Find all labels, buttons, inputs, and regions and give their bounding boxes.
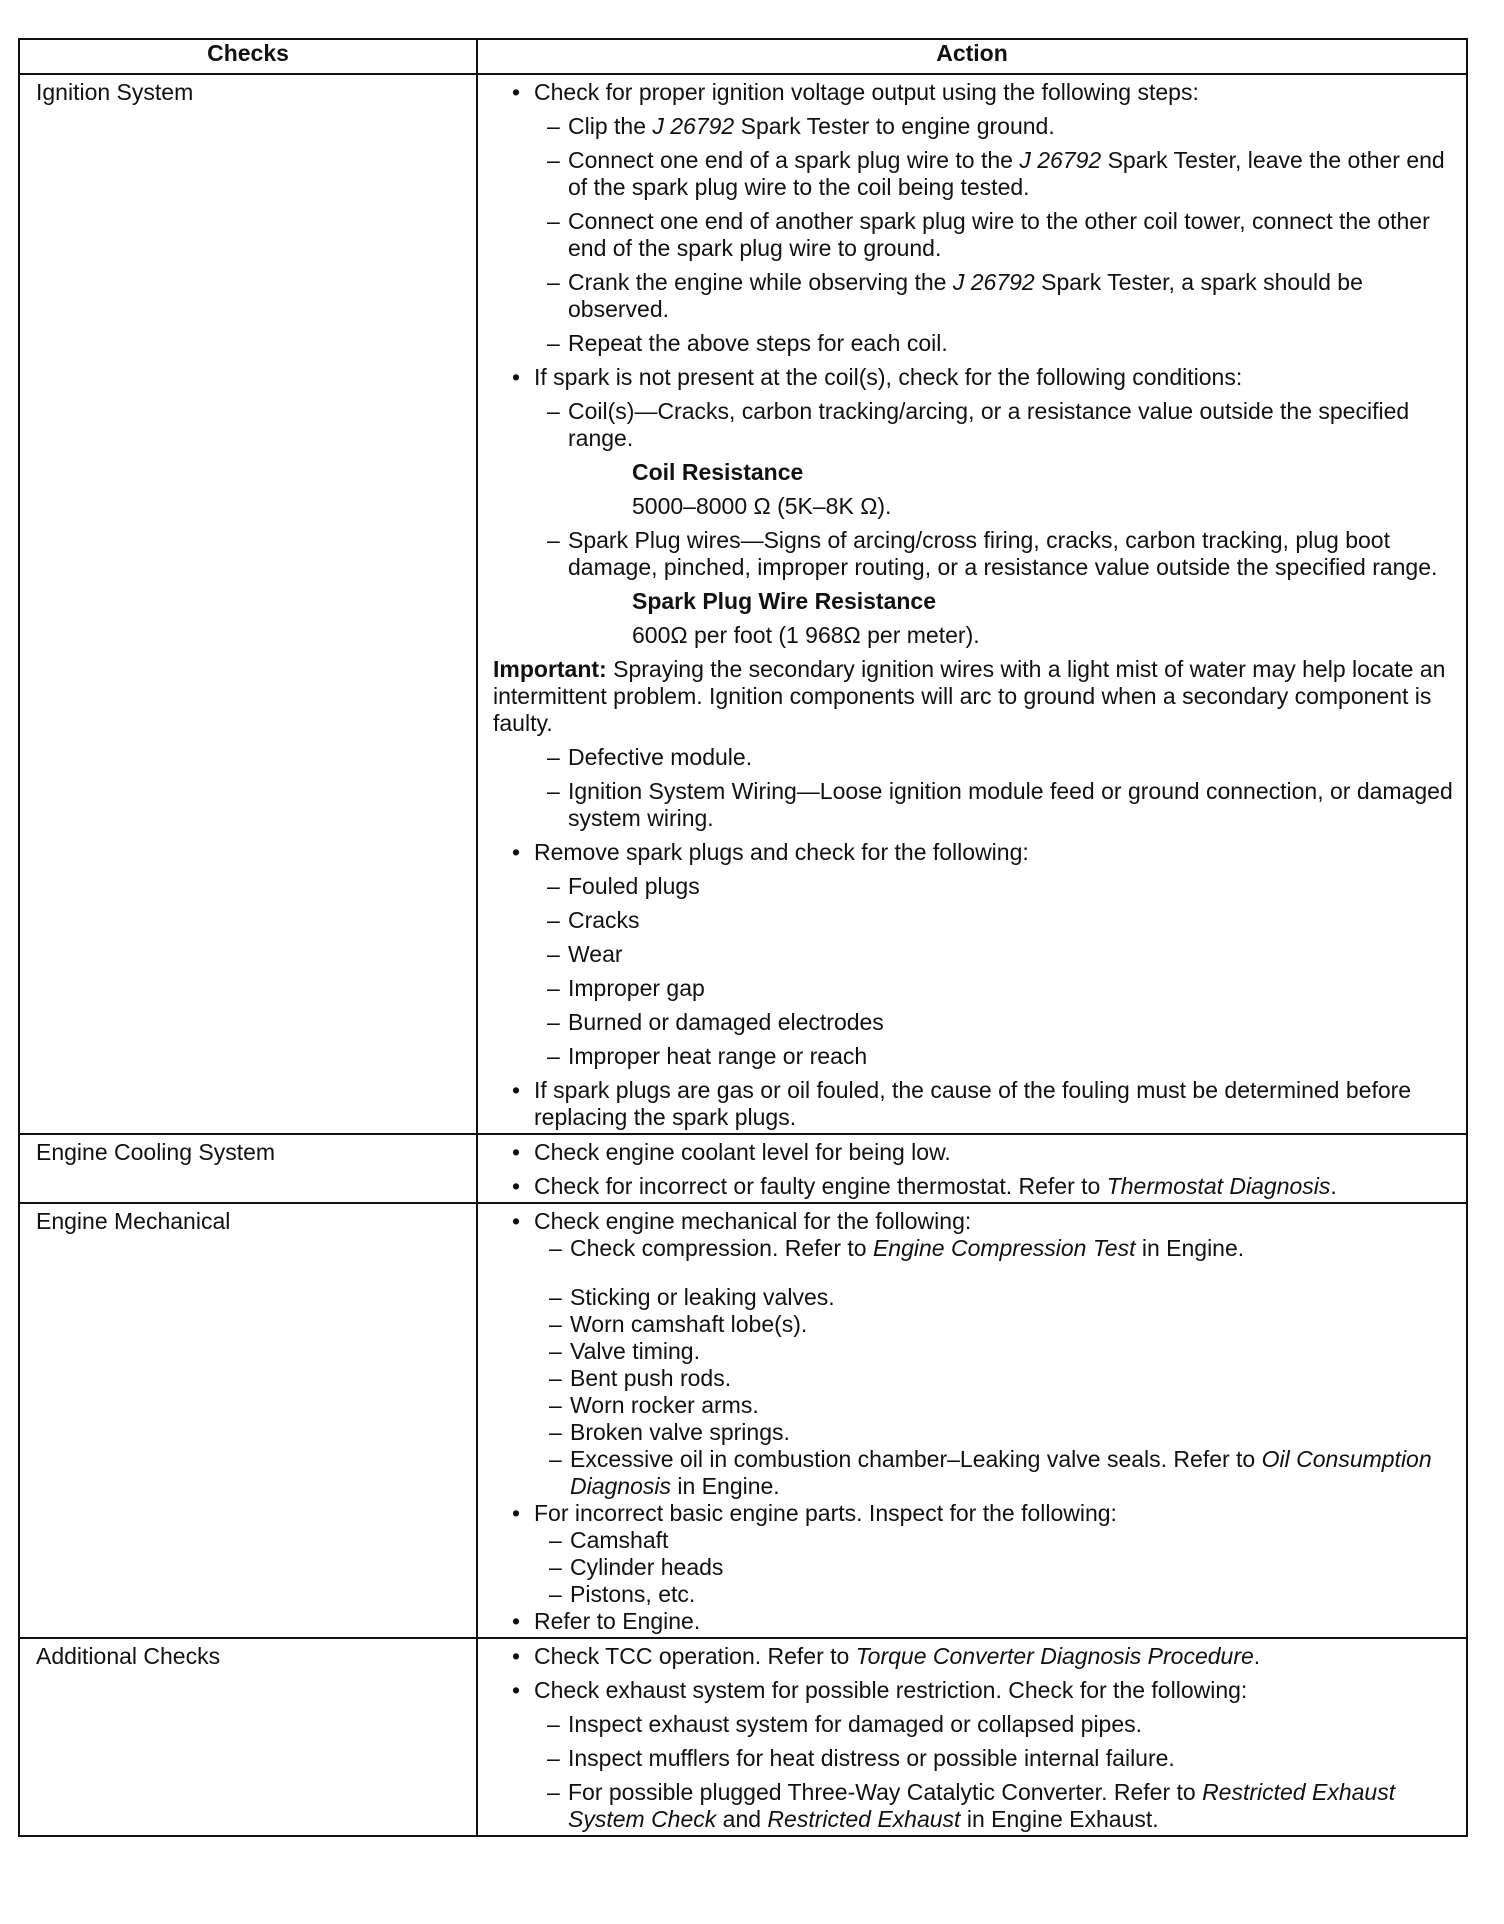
action-cell — [477, 74, 1467, 1134]
spec-value: 5000–8000 Ω (5K–8K Ω). — [632, 493, 892, 519]
dash-glyph: – — [547, 1043, 560, 1069]
spec-heading: Coil Resistance — [632, 459, 804, 485]
dash-glyph: – — [547, 147, 560, 173]
item-text: Spark Tester to engine ground. — [734, 113, 1055, 139]
procedure-reference: Thermostat Diagnosis — [1106, 1173, 1331, 1199]
bullet-glyph: • — [512, 364, 521, 390]
procedure-reference: Restricted Exhaust System Check — [568, 1779, 1396, 1832]
item-text: Inspect mufflers for heat distress or possible internal failure. — [568, 1745, 1175, 1771]
item-text: Improper heat range or reach — [568, 1043, 868, 1069]
item-text: Spark Plug wires—Signs of arcing/cross firing, cracks, carbon tracking, plug boot damage, pinched, improper routing, or a resistance value outside the specified range. — [568, 527, 1438, 580]
dash-item — [490, 1043, 1454, 1070]
item-text: Check engine coolant level for being low. — [534, 1139, 951, 1165]
dash-glyph: – — [547, 398, 560, 424]
item-text: Remove spark plugs and check for the following: — [534, 839, 1029, 865]
item-text: If spark is not present at the coil(s), check for the following conditions: — [534, 364, 1243, 390]
spec-heading: Spark Plug Wire Resistance — [632, 588, 937, 614]
item-text: Bent push rods. — [570, 1365, 732, 1391]
dash-item — [490, 941, 1454, 968]
dash-item — [490, 778, 1454, 832]
item-text: and — [716, 1806, 768, 1832]
bullet-glyph: • — [512, 1608, 521, 1634]
dash-item — [490, 1446, 1454, 1500]
item-text: Clip the — [568, 113, 653, 139]
item-text: Valve timing. — [570, 1338, 700, 1364]
dash-item — [490, 1527, 1454, 1554]
bullet-glyph: • — [512, 1643, 521, 1669]
dash-item — [490, 1745, 1454, 1772]
bullet-glyph: • — [512, 1208, 521, 1234]
item-text: . — [1253, 1643, 1261, 1669]
dash-glyph: – — [547, 907, 560, 933]
dash-item — [490, 1779, 1454, 1833]
bullet-item — [490, 1677, 1454, 1704]
action-cell — [477, 1638, 1467, 1836]
item-text: in Engine. — [1135, 1235, 1245, 1261]
dash-item — [490, 527, 1454, 581]
check-cell: Ignition System — [19, 74, 477, 1134]
item-text: Check exhaust system for possible restriction. Check for the following: — [534, 1677, 1248, 1703]
dash-item — [490, 1365, 1454, 1392]
dash-glyph: – — [549, 1311, 562, 1337]
item-text: If spark plugs are gas or oil fouled, the cause of the fouling must be determined before replacing the spark plugs. — [534, 1077, 1412, 1130]
dash-item — [490, 398, 1454, 452]
bullet-glyph: • — [512, 839, 521, 865]
dash-glyph: – — [549, 1392, 562, 1418]
item-text: Spark Tester, a spark should be observed. — [568, 269, 1363, 322]
dash-glyph: – — [547, 744, 560, 770]
dash-item — [490, 1711, 1454, 1738]
bullet-glyph: • — [512, 1077, 521, 1103]
spacer — [490, 1262, 1454, 1284]
dash-glyph: – — [549, 1365, 562, 1391]
item-text: Inspect exhaust system for damaged or collapsed pipes. — [568, 1711, 1143, 1737]
check-cell: Engine Cooling System — [19, 1134, 477, 1203]
item-text: For possible plugged Three-Way Catalytic Converter. Refer to — [568, 1779, 1203, 1805]
diagnosis-table — [18, 38, 1468, 1837]
tool-reference: J 26792 — [952, 269, 1035, 295]
item-text: Check engine mechanical for the following: — [534, 1208, 972, 1234]
table-row-engine-cooling-system — [19, 1134, 1467, 1203]
bullet-glyph: • — [512, 79, 521, 105]
important-note — [490, 656, 1454, 737]
procedure-reference: Torque Converter Diagnosis Procedure — [855, 1643, 1254, 1669]
item-text: Check compression. Refer to — [570, 1235, 873, 1261]
procedure-reference: Engine Compression Test — [872, 1235, 1136, 1261]
dash-glyph: – — [549, 1338, 562, 1364]
dash-item — [490, 1419, 1454, 1446]
bullet-glyph: • — [512, 1173, 521, 1199]
bullet-item — [490, 1608, 1454, 1635]
dash-glyph: – — [549, 1446, 562, 1472]
dash-glyph: – — [547, 527, 560, 553]
item-text: Broken valve springs. — [570, 1419, 790, 1445]
dash-glyph: – — [547, 778, 560, 804]
bullet-item — [490, 1500, 1454, 1527]
dash-item — [490, 1338, 1454, 1365]
item-text: For incorrect basic engine parts. Inspect for the following: — [534, 1500, 1117, 1526]
dash-glyph: – — [547, 1779, 560, 1805]
item-text: Camshaft — [570, 1527, 669, 1553]
item-text: Wear — [568, 941, 623, 967]
dash-glyph: – — [547, 975, 560, 1001]
dash-glyph: – — [547, 873, 560, 899]
dash-item — [490, 1554, 1454, 1581]
action-cell — [477, 1203, 1467, 1638]
checks-column-header: Checks — [19, 39, 477, 74]
table-row-engine-mechanical — [19, 1203, 1467, 1638]
bullet-glyph: • — [512, 1677, 521, 1703]
dash-item — [490, 113, 1454, 140]
tool-reference: J 26792 — [652, 113, 735, 139]
dash-item — [490, 208, 1454, 262]
item-text: Excessive oil in combustion chamber–Leaking valve seals. Refer to — [570, 1446, 1262, 1472]
dash-item — [490, 873, 1454, 900]
action-cell — [477, 1134, 1467, 1203]
tool-reference: J 26792 — [1019, 147, 1102, 173]
table-row-additional-checks — [19, 1638, 1467, 1836]
dash-glyph: – — [547, 1711, 560, 1737]
item-text: Spark Tester, leave the other end of the spark plug wire to the coil being tested. — [568, 147, 1445, 200]
item-text: Defective module. — [568, 744, 753, 770]
dash-glyph: – — [549, 1554, 562, 1580]
dash-glyph: – — [549, 1527, 562, 1553]
procedure-reference: Restricted Exhaust — [767, 1806, 961, 1832]
important-label: Important: — [493, 656, 607, 682]
dash-glyph: – — [549, 1419, 562, 1445]
item-text: in Engine. — [671, 1473, 780, 1499]
dash-glyph: – — [547, 269, 560, 295]
bullet-item — [490, 1208, 1454, 1235]
dash-item — [490, 147, 1454, 201]
check-label: Engine — [36, 1208, 108, 1234]
item-text: Connect one end of another spark plug wire to the other coil tower, connect the other end of the spark plug wire to ground. — [568, 208, 1430, 261]
dash-glyph: – — [549, 1284, 562, 1310]
check-cell: Additional Checks — [19, 1638, 477, 1836]
dash-item — [490, 1311, 1454, 1338]
dash-item — [490, 1235, 1454, 1262]
item-text: Sticking or leaking valves. — [570, 1284, 835, 1310]
bullet-item — [490, 1139, 1454, 1166]
item-text: Pistons, etc. — [570, 1581, 696, 1607]
action-column-header: Action — [477, 39, 1467, 74]
dash-glyph: – — [547, 1745, 560, 1771]
bullet-item — [490, 79, 1454, 106]
dash-item — [490, 1284, 1454, 1311]
dash-item — [490, 1581, 1454, 1608]
spec-value: 600Ω per foot (1 968Ω per meter). — [632, 622, 980, 648]
dash-item — [490, 330, 1454, 357]
procedure-reference: Oil Consumption Diagnosis — [570, 1446, 1432, 1499]
dash-glyph: – — [549, 1235, 562, 1261]
item-text: Cracks — [568, 907, 640, 933]
item-text: Ignition System Wiring—Loose ignition module feed or ground connection, or damaged system wiring. — [568, 778, 1453, 831]
bullet-glyph: • — [512, 1500, 521, 1526]
item-text: Worn camshaft lobe(s). — [570, 1311, 808, 1337]
dash-item — [490, 1009, 1454, 1036]
bullet-item — [490, 1643, 1454, 1670]
item-text: Check for proper ignition voltage output using the following steps: — [534, 79, 1199, 105]
dash-glyph: – — [547, 1009, 560, 1035]
bullet-item — [490, 1077, 1454, 1131]
bullet-item — [490, 839, 1454, 866]
bullet-item — [490, 364, 1454, 391]
item-text: Coil(s)—Cracks, carbon tracking/arcing, or a resistance value outside the specified range. — [568, 398, 1410, 451]
dash-glyph: – — [549, 1581, 562, 1607]
item-text: Repeat the above steps for each coil. — [568, 330, 948, 356]
check-cell — [19, 1203, 477, 1638]
dash-item — [490, 744, 1454, 771]
item-text: . — [1330, 1173, 1337, 1199]
dash-glyph: – — [547, 941, 560, 967]
item-text: Fouled plugs — [568, 873, 700, 899]
bullet-glyph: • — [512, 1139, 521, 1165]
table-row-ignition-system — [19, 74, 1467, 1134]
dash-item — [490, 1392, 1454, 1419]
item-text: Check for incorrect or faulty engine thermostat. Refer to — [534, 1173, 1107, 1199]
item-text: Burned or damaged electrodes — [568, 1009, 884, 1035]
item-text: Crank the engine while observing the — [568, 269, 953, 295]
item-text: Spraying the secondary ignition wires with a light mist of water may help locate an intermittent problem. Ignition components will arc to ground when a secondary component is faulty. — [493, 656, 1446, 736]
item-text: Worn rocker arms. — [570, 1392, 759, 1418]
dash-item — [490, 269, 1454, 323]
dash-item — [490, 907, 1454, 934]
item-text: Check TCC operation. Refer to — [534, 1643, 856, 1669]
item-text: in Engine Exhaust. — [960, 1806, 1159, 1832]
bullet-item — [490, 1173, 1454, 1200]
item-text: Cylinder heads — [570, 1554, 724, 1580]
item-text: Improper gap — [568, 975, 705, 1001]
dash-item — [490, 975, 1454, 1002]
check-label: Mechanical — [114, 1208, 231, 1234]
table-header-row — [19, 39, 1467, 74]
item-text: Refer to Engine. — [534, 1608, 701, 1634]
dash-glyph: – — [547, 330, 560, 356]
dash-glyph: – — [547, 113, 560, 139]
dash-glyph: – — [547, 208, 560, 234]
item-text: Connect one end of a spark plug wire to the — [568, 147, 1020, 173]
